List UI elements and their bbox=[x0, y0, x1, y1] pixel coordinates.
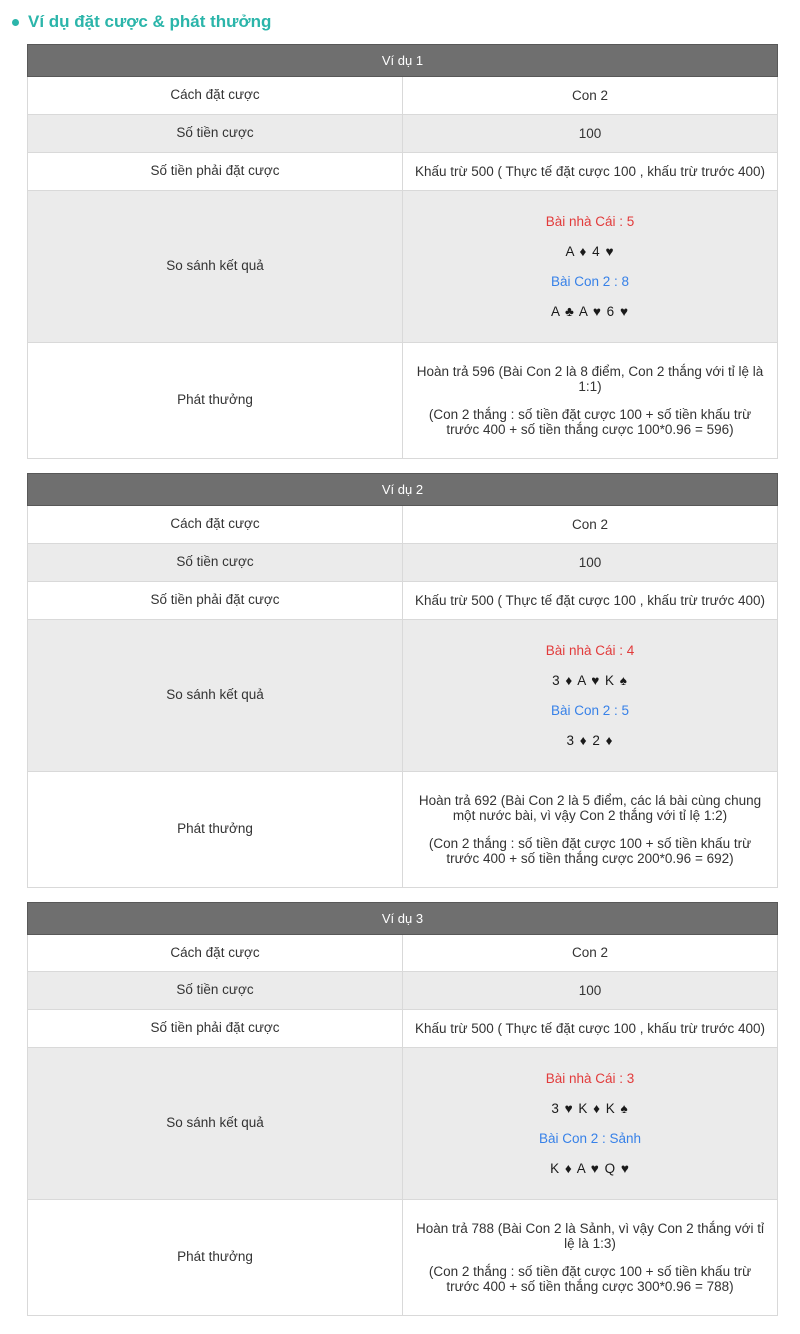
payout-line-2: (Con 2 thắng : số tiền đặt cược 100 + số tiền khấu trừ trước 400 + số tiền thắng cược 100*0.96 = 596) bbox=[428, 406, 752, 437]
row-label-bet-type: Cách đặt cược bbox=[28, 77, 403, 115]
compare-result-cell bbox=[403, 190, 778, 342]
bet-amount-value: 100 bbox=[403, 543, 778, 581]
payout-cell bbox=[403, 771, 778, 887]
banker-hand-label: Bài nhà Cái : 3 bbox=[545, 1071, 635, 1087]
banker-cards: 3 ♥ K ♦ K ♠ bbox=[551, 1101, 629, 1117]
bet-amount-value: 100 bbox=[403, 114, 778, 152]
bullet-icon bbox=[12, 19, 19, 26]
row-label-compare-result: So sánh kết quả bbox=[28, 190, 403, 342]
player-hand-label: Bài Con 2 : 5 bbox=[550, 702, 630, 718]
row-label-required-bet: Số tiền phải đặt cược bbox=[28, 581, 403, 619]
payout-line-2: (Con 2 thắng : số tiền đặt cược 100 + số tiền khấu trừ trước 400 + số tiền thắng cược 200*0.96 = 692) bbox=[428, 835, 752, 866]
row-label-bet-amount: Số tiền cược bbox=[28, 972, 403, 1010]
banker-cards: A ♦ 4 ♥ bbox=[565, 243, 615, 259]
player-hand-label: Bài Con 2 : 8 bbox=[550, 273, 630, 289]
row-label-bet-amount: Số tiền cược bbox=[28, 543, 403, 581]
banker-hand-label: Bài nhà Cái : 5 bbox=[545, 213, 635, 229]
row-label-compare-result: So sánh kết quả bbox=[28, 619, 403, 771]
player-hand-label: Bài Con 2 : Sảnh bbox=[538, 1131, 642, 1147]
table-2-title: Ví dụ 2 bbox=[28, 473, 778, 505]
banker-cards: 3 ♦ A ♥ K ♠ bbox=[552, 672, 628, 688]
payout-line-1: Hoàn trả 692 (Bài Con 2 là 5 điểm, các lá bài cùng chung một nước bài, vì vậy Con 2 thắng với tỉ lệ 1:2) bbox=[418, 792, 762, 823]
payout-line-1: Hoàn trả 788 (Bài Con 2 là Sảnh, vì vậy Con 2 thắng với tỉ lệ là 1:3) bbox=[415, 1221, 765, 1252]
compare-result-cell bbox=[403, 1048, 778, 1200]
banker-hand-label: Bài nhà Cái : 4 bbox=[545, 642, 635, 658]
row-label-payout: Phát thưởng bbox=[28, 771, 403, 887]
table-3-title: Ví dụ 3 bbox=[28, 902, 778, 934]
player-cards: K ♦ A ♥ Q ♥ bbox=[550, 1161, 630, 1177]
row-label-payout: Phát thưởng bbox=[28, 342, 403, 458]
player-cards: A ♣ A ♥ 6 ♥ bbox=[551, 303, 629, 319]
payout-cell bbox=[403, 342, 778, 458]
row-label-required-bet: Số tiền phải đặt cược bbox=[28, 1010, 403, 1048]
required-bet-value: Khấu trừ 500 ( Thực tế đặt cược 100 , khấu trừ trước 400) bbox=[403, 152, 778, 190]
row-label-compare-result: So sánh kết quả bbox=[28, 1048, 403, 1200]
payout-line-2: (Con 2 thắng : số tiền đặt cược 100 + số tiền khấu trừ trước 400 + số tiền thắng cược 300*0.96 = 788) bbox=[428, 1264, 752, 1295]
table-1-title: Ví dụ 1 bbox=[28, 45, 778, 77]
row-label-bet-type: Cách đặt cược bbox=[28, 934, 403, 972]
required-bet-value: Khấu trừ 500 ( Thực tế đặt cược 100 , khấu trừ trước 400) bbox=[403, 581, 778, 619]
example-table-1 bbox=[27, 44, 778, 459]
row-label-payout: Phát thưởng bbox=[28, 1200, 403, 1316]
section-title bbox=[12, 12, 790, 32]
example-table-2 bbox=[27, 473, 778, 888]
section-title-text: Ví dụ đặt cược & phát thưởng bbox=[28, 12, 272, 31]
bet-amount-value: 100 bbox=[403, 972, 778, 1010]
bet-type-value: Con 2 bbox=[403, 77, 778, 115]
example-table-3 bbox=[27, 902, 778, 1317]
bet-type-value: Con 2 bbox=[403, 934, 778, 972]
row-label-required-bet: Số tiền phải đặt cược bbox=[28, 152, 403, 190]
payout-cell bbox=[403, 1200, 778, 1316]
payout-line-1: Hoàn trả 596 (Bài Con 2 là 8 điểm, Con 2 thắng với tỉ lệ là 1:1) bbox=[416, 363, 764, 394]
bet-type-value: Con 2 bbox=[403, 505, 778, 543]
row-label-bet-amount: Số tiền cược bbox=[28, 114, 403, 152]
compare-result-cell bbox=[403, 619, 778, 771]
required-bet-value: Khấu trừ 500 ( Thực tế đặt cược 100 , khấu trừ trước 400) bbox=[403, 1010, 778, 1048]
row-label-bet-type: Cách đặt cược bbox=[28, 505, 403, 543]
player-cards: 3 ♦ 2 ♦ bbox=[566, 732, 614, 748]
